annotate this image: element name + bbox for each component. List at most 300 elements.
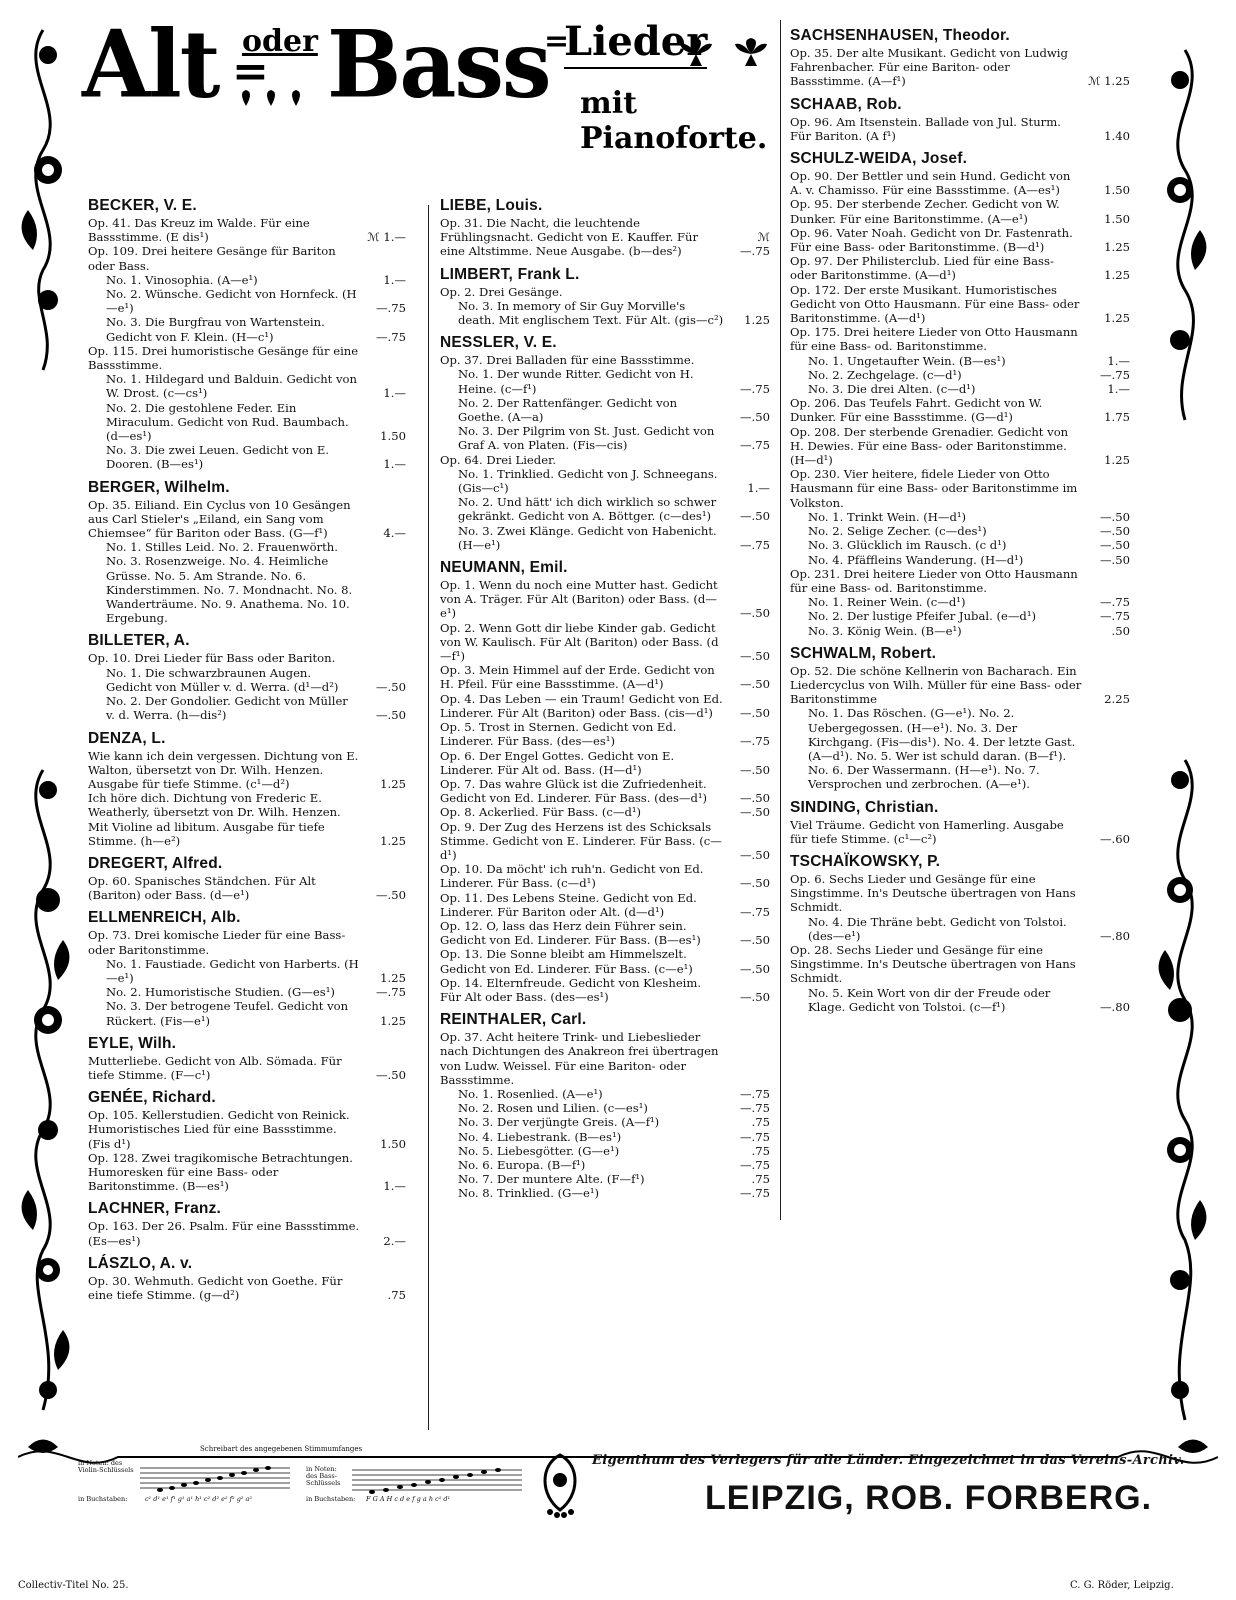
catalog-sub-entry — [790, 986, 1130, 1014]
composer-heading: LIEBE, Louis. — [440, 197, 543, 214]
entry-price: —.75 — [739, 381, 770, 396]
title-mit-pianoforte: mit Pianoforte. — [580, 86, 768, 156]
entry-text: Op. 6. Der Engel Gottes. Gedicht von E. Linderer. Für Alt od. Bass. (H—d¹) — [440, 748, 675, 777]
entry-text: No. 1. Hildegard und Balduin. Gedicht von W. Drost. (c—cs¹) — [106, 372, 357, 401]
entry-price: —.50 — [739, 762, 770, 777]
entry-text: No. 7. Der muntere Alte. (F—f¹) — [458, 1172, 645, 1187]
entry-price: —.50 — [739, 410, 770, 425]
entry-price: —.50 — [739, 791, 770, 806]
entry-text: Op. 206. Das Teufels Fahrt. Gedicht von W. Dunker. Für eine Bassstimme. (G—d¹) — [790, 396, 1043, 425]
title-hyphen-left: = — [232, 46, 269, 97]
composer-heading: LIMBERT, Frank L. — [440, 265, 580, 283]
entry-text: No. 2. Rosen und Lilien. (c—es¹) — [458, 1101, 648, 1116]
entry-price: —.80 — [1099, 999, 1130, 1014]
entry-price: —.75 — [739, 1129, 770, 1144]
catalog-entry — [790, 46, 1130, 89]
entry-price: —.50 — [375, 1067, 406, 1082]
entry-text: Op. 6. Sechs Lieder und Gesänge für eine Singstimme. In's Deutsche übertragen von Hans Schmidt. — [790, 871, 1076, 915]
entry-price: 1.25 — [1104, 453, 1130, 468]
entry-price: —.75 — [1099, 367, 1130, 382]
catalog-entry — [88, 1219, 406, 1247]
entry-text: Op. 208. Der sterbende Grenadier. Gedicht von H. Dewies. Für eine Bass- oder Baritonstimme. (H—d¹) — [790, 424, 1069, 468]
catalog-column-right — [790, 20, 1130, 1014]
entry-text: No. 2. Zechgelage. (c—d¹) — [808, 367, 962, 382]
catalog-entry — [790, 872, 1130, 915]
entry-text: No. 1. Trinkt Wein. (H—d¹) — [808, 509, 967, 524]
catalog-sub-entry — [440, 1130, 770, 1144]
entry-price: .75 — [751, 1172, 770, 1187]
catalog-sub-entry — [790, 915, 1130, 943]
entry-text: No. 3. Zwei Klänge. Gedicht von Habenicht. (H—e¹) — [458, 523, 717, 552]
entry-price: —.50 — [375, 708, 406, 723]
catalog-entry — [440, 976, 770, 1004]
catalog-entry — [88, 651, 406, 665]
staff-left-letters: c¹ d¹ e¹ f¹ g¹ a¹ h¹ c² d² e² f² g² a² — [145, 1495, 253, 1503]
catalog-entry — [440, 621, 770, 664]
entry-text: Op. 172. Der erste Musikant. Humoristisches Gedicht von Otto Hausmann. Für eine Bass- oder Baritonstimme. (A—d¹) — [790, 282, 1080, 326]
entry-text: No. 3. Die drei Alten. (c—d¹) — [808, 382, 976, 397]
catalog-sub-entry — [88, 957, 406, 985]
entry-text: Op. 9. Der Zug des Herzens ist des Schicksals Stimme. Gedicht von E. Linderer. Für Bass. (c—d¹) — [440, 819, 722, 862]
title-alt: Alt — [82, 9, 219, 119]
entry-price: 1.50 — [1104, 211, 1130, 226]
catalog-entry — [440, 862, 770, 890]
catalog-entry — [440, 692, 770, 720]
catalog-entry — [440, 891, 770, 919]
entry-text: Op. 163. Der 26. Psalm. Für eine Bassstimme. (Es—es¹) — [88, 1219, 360, 1248]
entry-text: Op. 28. Sechs Lieder und Gesänge für eine Singstimme. In's Deutsche übertragen von Hans Schmidt. — [790, 942, 1076, 986]
printer-credit: C. G. Röder, Leipzig. — [1070, 1580, 1174, 1591]
title-oder: oder — [242, 24, 318, 59]
entry-text: Op. 10. Da möcht' ich ruh'n. Gedicht von Ed. Linderer. Für Bass. (c—d¹) — [440, 862, 704, 891]
entry-text: No. 8. Trinklied. (G—e¹) — [458, 1186, 599, 1201]
catalog-entry — [790, 818, 1130, 846]
entry-price: —.50 — [739, 509, 770, 524]
entry-text: Op. 1. Wenn du noch eine Mutter hast. Gedicht von A. Träger. Für Alt (Bariton) oder Bass. (d—e¹) — [440, 578, 718, 621]
catalog-entry — [790, 115, 1130, 143]
entry-price: 1.25 — [380, 833, 406, 848]
entry-price: —.50 — [739, 876, 770, 891]
entry-price: —.50 — [739, 677, 770, 692]
entry-price: 1.25 — [744, 313, 770, 328]
catalog-entry — [440, 919, 770, 947]
entry-price: 1.25 — [1104, 268, 1130, 283]
entry-text: Ich höre dich. Dichtung von Frederic E. Weatherly, übersetzt von Dr. Wilh. Henzen. Mit Violine ad libitum. Ausgabe für tiefe Stimme. (h—e²) — [88, 791, 341, 848]
catalog-entry — [440, 749, 770, 777]
catalog-entry — [88, 1054, 406, 1082]
title-bass: Bass — [327, 9, 550, 119]
entry-price: 1.50 — [380, 1136, 406, 1151]
entry-text: Op. 230. Vier heitere, fidele Lieder von Otto Hausmann für eine Bass- oder Baritonstimme im Volkston. — [790, 467, 1078, 510]
entry-price: —.75 — [375, 985, 406, 1000]
catalog-entry — [790, 664, 1130, 707]
entry-text: No. 1. Trinklied. Gedicht von J. Schneegans. (Gis—c¹) — [458, 466, 718, 496]
entry-text: No. 1. Reiner Wein. (c—d¹) — [808, 595, 966, 610]
catalog-entry — [88, 244, 406, 272]
catalog-sub-entry — [440, 467, 770, 495]
entry-text: No. 5. Liebesgötter. (G—e¹) — [458, 1143, 620, 1158]
entry-text: No. 3. Glücklich im Rausch. (c d¹) — [808, 538, 1007, 553]
entry-text: No. 2. Selige Zecher. (c—des¹) — [808, 524, 987, 539]
catalog-entry — [88, 344, 406, 372]
entry-text: Op. 97. Der Philisterclub. Lied für eine Bass- oder Baritonstimme. (A—d¹) — [790, 254, 1054, 283]
catalog-sub-entry — [790, 595, 1130, 609]
staff-treble-notation — [140, 1458, 290, 1498]
catalog-sub-entry — [88, 315, 406, 343]
composer-heading: SCHULZ-WEIDA, Josef. — [790, 150, 968, 168]
catalog-entry — [440, 285, 770, 299]
catalog-entry — [790, 425, 1130, 468]
entry-text: Op. 109. Drei heitere Gesänge für Bariton oder Bass. — [88, 244, 336, 273]
entry-text: Op. 96. Vater Noah. Gedicht von Dr. Fastenrath. Für eine Bass- oder Baritonstimme. (B—d¹) — [790, 225, 1073, 255]
entry-price: 1.— — [1107, 382, 1130, 397]
entry-price: 2.— — [383, 1233, 406, 1248]
entry-price: 1.25 — [1104, 240, 1130, 255]
entry-price: 1.— — [1107, 353, 1130, 368]
entry-price: ℳ 1.25 — [1088, 74, 1130, 89]
catalog-sub-entry — [790, 706, 1130, 791]
catalog-column-left — [88, 190, 406, 1302]
composer-heading: EYLE, Wilh. — [88, 1034, 177, 1052]
entry-text: Op. 31. Die Nacht, die leuchtende Frühlingsnacht. Gedicht von E. Kauffer. Für eine Altstimme. Neue Ausgabe. (b—des²) — [440, 216, 699, 259]
entry-text: Op. 105. Kellerstudien. Gedicht von Reinick. Humoristisches Lied für eine Bassstimme. (Fis d¹) — [88, 1108, 350, 1151]
entry-price: 1.— — [383, 386, 406, 401]
entry-price: .50 — [1111, 623, 1130, 638]
lyre-emblem-icon — [535, 1450, 585, 1520]
entry-price: 1.50 — [380, 429, 406, 444]
catalog-sub-entry — [88, 401, 406, 444]
composer-heading: SACHSENHAUSEN, Theodor. — [790, 27, 1010, 44]
entry-text: Op. 60. Spanisches Ständchen. Für Alt (Bariton) oder Bass. (d—e¹) — [88, 873, 316, 903]
catalog-entry — [88, 1151, 406, 1194]
left-floral-border — [8, 10, 78, 1440]
entry-text: No. 3. In memory of Sir Guy Morville's death. Mit englischem Text. Für Alt. (gis—c²) — [458, 298, 724, 328]
entry-text: No. 3. Der betrogene Teufel. Gedicht von Rückert. (Fis—e¹) — [106, 999, 349, 1028]
catalog-entry — [88, 749, 406, 792]
entry-price: —.75 — [375, 301, 406, 316]
right-floral-border — [1150, 20, 1220, 1440]
entry-text: No. 1. Stilles Leid. No. 2. Frauenwörth. No. 3. Rosenzweige. No. 4. Heimliche Grüsse. No. 5. Am Strande. No. 6. Kinderstimmen. No. 7. Mondnacht. No. 8. Wanderträume. No. 9. Anathema. No. 10. Ergebung. — [106, 540, 353, 626]
composer-heading: TSCHAÏKOWSKY, P. — [790, 852, 941, 870]
catalog-entry — [440, 353, 770, 367]
entry-price: 1.— — [747, 481, 770, 496]
entry-price: —.60 — [1099, 831, 1130, 846]
catalog-sub-entry — [88, 694, 406, 722]
entry-text: Op. 64. Drei Lieder. — [440, 452, 557, 467]
catalog-entry — [440, 453, 770, 467]
entry-price: 1.25 — [380, 776, 406, 791]
entry-text: Op. 2. Wenn Gott dir liebe Kinder gab. Gedicht von W. Kaulisch. Für Alt (Bariton) oder Bass. (d—f¹) — [440, 620, 719, 664]
catalog-sub-entry — [790, 538, 1130, 552]
entry-text: Op. 52. Die schöne Kellnerin von Bacharach. Ein Liedercyclus von Wilh. Müller für eine Bass- oder Baritonstimme — [790, 663, 1082, 707]
catalog-sub-entry — [440, 367, 770, 395]
catalog-entry — [440, 578, 770, 621]
entry-price: .75 — [387, 1287, 406, 1302]
composer-heading: NESSLER, V. E. — [440, 334, 557, 352]
entry-text: No. 4. Die Thräne bebt. Gedicht von Tolstoi. (des—e¹) — [808, 914, 1067, 943]
catalog-sub-entry — [440, 1115, 770, 1129]
entry-price: 2.25 — [1104, 692, 1130, 707]
catalog-sub-entry — [790, 354, 1130, 368]
catalog-sub-entry — [88, 443, 406, 471]
entry-price: —.50 — [739, 961, 770, 976]
catalog-entry — [790, 283, 1130, 326]
title-lieder: Lieder — [564, 18, 707, 69]
entry-text: No. 4. Liebestrank. (B—es¹) — [458, 1129, 622, 1144]
staff-right-letters-label: in Buchstaben: — [306, 1495, 356, 1503]
catalog-entry — [790, 567, 1130, 595]
composer-heading: DENZA, L. — [88, 729, 166, 747]
catalog-sub-entry — [440, 1144, 770, 1158]
staff-bass-notation — [352, 1460, 522, 1500]
entry-price: —.75 — [739, 1101, 770, 1116]
composer-heading: NEUMANN, Emil. — [440, 559, 568, 577]
entry-text: Op. 115. Drei humoristische Gesänge für eine Bassstimme. — [88, 343, 359, 373]
catalog-entry — [790, 396, 1130, 424]
entry-text: No. 4. Pfäffleins Wanderung. (H—d¹) — [808, 552, 1024, 567]
entry-price: .75 — [751, 1115, 770, 1130]
catalog-entry — [440, 720, 770, 748]
catalog-sub-entry — [88, 540, 406, 625]
catalog-column-middle — [440, 190, 770, 1201]
entry-text: Op. 2. Drei Gesänge. — [440, 284, 563, 299]
entry-price: ℳ 1.— — [367, 230, 406, 245]
entry-text: Viel Träume. Gedicht von Hamerling. Ausgabe für tiefe Stimme. (c¹—c²) — [790, 817, 1064, 846]
catalog-sub-entry — [88, 273, 406, 287]
entry-text: No. 1. Ungetaufter Wein. (B—es¹) — [808, 353, 1006, 368]
entry-price: 1.— — [383, 272, 406, 287]
entry-price: —.75 — [739, 1086, 770, 1101]
entry-text: No. 1. Faustiade. Gedicht von Harberts. (H—e¹) — [106, 956, 359, 985]
entry-price: —.50 — [739, 847, 770, 862]
entry-price: —.50 — [739, 989, 770, 1004]
entry-price: —.75 — [375, 329, 406, 344]
composer-heading: SCHAAB, Rob. — [790, 95, 902, 113]
composer-heading: SINDING, Christian. — [790, 798, 939, 816]
entry-price: 1.— — [383, 457, 406, 472]
entry-text: No. 1. Rosenlied. (A—e¹) — [458, 1086, 603, 1101]
rights-notice: Eigenthum des Verlegers für alle Länder. Eingezeichnet in das Vereins-Archiv. — [592, 1453, 1185, 1468]
entry-text: No. 1. Vinosophia. (A—e¹) — [106, 272, 258, 287]
entry-price: —.75 — [1099, 609, 1130, 624]
staff-right-label: in Noten: des Bass-Schlüssels — [306, 1465, 341, 1487]
entry-price: —.50 — [739, 606, 770, 621]
entry-price: —.50 — [1099, 552, 1130, 567]
staff-left-label: in Noten: des Violin-Schlüssels — [78, 1459, 134, 1474]
catalog-entry — [790, 226, 1130, 254]
entry-price: —.75 — [739, 438, 770, 453]
entry-text: Op. 73. Drei komische Lieder für eine Bass- oder Baritonstimme. — [88, 928, 346, 957]
catalog-sub-entry — [790, 524, 1130, 538]
entry-price: 1.25 — [1104, 311, 1130, 326]
column-divider — [780, 20, 781, 1220]
catalog-sub-entry — [790, 368, 1130, 382]
entry-price: 1.75 — [1104, 410, 1130, 425]
catalog-sub-entry — [790, 553, 1130, 567]
entry-text: Op. 175. Drei heitere Lieder von Otto Hausmann für eine Bass- od. Baritonstimme. — [790, 325, 1078, 354]
catalog-entry — [88, 874, 406, 902]
composer-heading: GENÉE, Richard. — [88, 1089, 216, 1107]
collection-number: Collectiv-Titel No. 25. — [18, 1580, 129, 1591]
entry-text: Op. 35. Eiliand. Ein Cyclus von 10 Gesängen aus Carl Stieler's „Eiland, ein Sang vom Chiemsee“ für Bariton oder Bass. (G—f¹) — [88, 497, 351, 541]
composer-heading: DREGERT, Alfred. — [88, 854, 223, 872]
entry-text: Op. 7. Das wahre Glück ist die Zufriedenheit. Gedicht von Ed. Linderer. Für Bass. (des—d¹) — [440, 776, 708, 806]
entry-price: —.75 — [739, 1157, 770, 1172]
catalog-entry — [440, 777, 770, 805]
catalog-entry — [88, 928, 406, 956]
entry-price: 1.25 — [380, 970, 406, 985]
composer-heading: SCHWALM, Robert. — [790, 644, 937, 662]
entry-text: Op. 30. Wehmuth. Gedicht von Goethe. Für eine tiefe Stimme. (g—d²) — [88, 1273, 343, 1302]
entry-text: Op. 128. Zwei tragikomische Betrachtungen. Humoresken für eine Bass- oder Baritonstimme. (B—es¹) — [88, 1150, 353, 1194]
catalog-sub-entry — [440, 495, 770, 523]
entry-price: —.50 — [739, 705, 770, 720]
entry-text: Op. 3. Mein Himmel auf der Erde. Gedicht von H. Pfeil. Für eine Bassstimme. (A—d¹) — [440, 663, 715, 692]
entry-text: Op. 5. Trost in Sternen. Gedicht von Ed. Linderer. Für Bass. (des—es¹) — [440, 720, 677, 749]
entry-price: 1.25 — [380, 1013, 406, 1028]
catalog-entry — [88, 1108, 406, 1151]
catalog-entry — [440, 1030, 770, 1087]
composer-heading: BILLETER, A. — [88, 632, 190, 650]
entry-text: No. 3. Die zwei Leuen. Gedicht von E. Dooren. (B—es¹) — [106, 443, 329, 472]
catalog-entry — [790, 197, 1130, 225]
entry-text: Op. 12. O, lass das Herz dein Führer sein. Gedicht von Ed. Linderer. Für Bass. (B—es¹) — [440, 918, 701, 948]
entry-text: No. 2. Der Rattenfänger. Gedicht von Goethe. (A—a) — [458, 395, 678, 425]
entry-text: Op. 37. Acht heitere Trink- und Liebeslieder nach Dichtungen des Anakreon frei übertragen von Ludw. Weissel. Für eine Bariton- oder Bassstimme. — [440, 1030, 719, 1087]
column-divider — [428, 205, 429, 1430]
catalog-sub-entry — [440, 524, 770, 552]
catalog-sub-entry — [440, 299, 770, 327]
entry-price: 1.50 — [1104, 183, 1130, 198]
entry-text: Op. 231. Drei heitere Lieder von Otto Hausmann für eine Bass- od. Baritonstimme. — [790, 566, 1078, 595]
entry-text: Op. 8. Ackerlied. Für Bass. (c—d¹) — [440, 805, 642, 820]
catalog-entry — [790, 943, 1130, 986]
entry-price: —.75 — [739, 734, 770, 749]
staff-caption: Schreibart des angegebenen Stimmumfanges — [200, 1445, 363, 1453]
catalog-entry — [790, 325, 1130, 353]
entry-price: —.75 — [1099, 595, 1130, 610]
catalog-entry — [440, 947, 770, 975]
catalog-sub-entry — [88, 999, 406, 1027]
entry-text: No. 5. Kein Wort von dir der Freude oder Klage. Gedicht von Tolstoi. (c—f¹) — [808, 985, 1051, 1014]
entry-text: Op. 10. Drei Lieder für Bass oder Bariton. — [88, 651, 336, 666]
entry-text: No. 3. Der Pilgrim von St. Just. Gedicht von Graf A. von Platen. (Fis—cis) — [458, 424, 715, 453]
catalog-sub-entry — [440, 1087, 770, 1101]
entry-text: No. 2. Wünsche. Gedicht von Hornfeck. (H—e¹) — [106, 287, 357, 316]
catalog-entry — [790, 467, 1130, 510]
entry-price: 1.40 — [1104, 128, 1130, 143]
catalog-sub-entry — [88, 985, 406, 999]
composer-heading: BECKER, V. E. — [88, 197, 197, 214]
entry-price: —.50 — [739, 805, 770, 820]
entry-price: 1.— — [383, 1179, 406, 1194]
entry-text: Op. 11. Des Lebens Steine. Gedicht von Ed. Linderer. Für Bariton oder Alt. (d—d¹) — [440, 890, 697, 919]
title-hyphen-right: = — [544, 24, 570, 59]
catalog-entry — [440, 216, 770, 259]
catalog-entry — [88, 216, 406, 244]
catalog-sub-entry — [440, 424, 770, 452]
staff-left-letters-label: in Buchstaben: — [78, 1495, 128, 1503]
page-title — [82, 9, 802, 156]
entry-price: —.50 — [375, 679, 406, 694]
entry-price: —.50 — [1099, 509, 1130, 524]
entry-price: —.50 — [739, 649, 770, 664]
entry-text: No. 2. Der Gondolier. Gedicht von Müller v. d. Werra. (h—dis²) — [106, 694, 348, 723]
catalog-sub-entry — [440, 1186, 770, 1200]
catalog-sub-entry — [88, 372, 406, 400]
catalog-entry — [88, 1274, 406, 1302]
entry-text: Op. 14. Elternfreude. Gedicht von Klesheim. Für Alt oder Bass. (des—es¹) — [440, 975, 702, 1004]
catalog-entry — [790, 254, 1130, 282]
entry-price: —.75 — [739, 537, 770, 552]
catalog-sub-entry — [790, 624, 1130, 638]
entry-price: —.75 — [739, 1186, 770, 1201]
entry-price: —.50 — [1099, 524, 1130, 539]
catalog-entry — [88, 791, 406, 848]
entry-text: Op. 41. Das Kreuz im Walde. Für eine Bassstimme. (E dis¹) — [88, 216, 310, 245]
entry-price: —.50 — [739, 933, 770, 948]
entry-text: No. 2. Die gestohlene Feder. Ein Miraculum. Gedicht von Rud. Baumbach. (d—es¹) — [106, 400, 349, 444]
entry-text: Op. 13. Die Sonne bleibt am Himmelszelt. Gedicht von Ed. Linderer. Für Bass. (c—e¹) — [440, 947, 693, 976]
composer-heading: LÁSZLO, A. v. — [88, 1254, 193, 1272]
catalog-sub-entry — [790, 382, 1130, 396]
catalog-entry — [440, 663, 770, 691]
entry-text: No. 2. Und hätt' ich dich wirklich so schwer gekränkt. Gedicht von A. Böttger. (c—des¹) — [458, 495, 717, 524]
staff-right-letters: F G A H c d e f g a h c¹ d¹ — [366, 1495, 451, 1503]
entry-text: Op. 90. Der Bettler und sein Hund. Gedicht von A. v. Chamisso. Für eine Bassstimme. (A—es¹) — [790, 169, 1071, 198]
entry-price: .75 — [751, 1143, 770, 1158]
entry-text: No. 3. Die Burgfrau von Wartenstein. Gedicht von F. Klein. (H—c¹) — [106, 315, 325, 344]
entry-text: No. 1. Das Röschen. (G—e¹). No. 2. Uebergegossen. (H—e¹). No. 3. Der Kirchgang. (Fis—dis¹). No. 4. Der letzte Gast. (A—d¹). No. 5. Wer ist schuld daran. (B—f¹). No. 6. Der Wassermann. (H—e¹). No. 7. Versprochen und zerbrochen. (A—e¹). — [808, 706, 1076, 792]
entry-text: No. 2. Humoristische Studien. (G—es¹) — [106, 985, 335, 1000]
entry-text: No. 6. Europa. (B—f¹) — [458, 1157, 586, 1172]
composer-heading: REINTHALER, Carl. — [440, 1011, 587, 1029]
entry-text: Op. 95. Der sterbende Zecher. Gedicht von W. Dunker. Für eine Baritonstimme. (A—e¹) — [790, 197, 1060, 226]
composer-heading: LACHNER, Franz. — [88, 1200, 222, 1218]
catalog-sub-entry — [88, 666, 406, 694]
entry-text: No. 1. Der wunde Ritter. Gedicht von H. Heine. (c—f¹) — [458, 367, 694, 396]
catalog-sub-entry — [790, 510, 1130, 524]
entry-text: Op. 4. Das Leben — ein Traum! Gedicht von Ed. Linderer. Für Alt (Bariton) oder Bass. (cis—d¹) — [440, 691, 723, 720]
entry-text: Op. 37. Drei Balladen für eine Bassstimme. — [440, 353, 695, 368]
entry-price: —.75 — [739, 904, 770, 919]
composer-heading: ELLMENREICH, Alb. — [88, 909, 241, 927]
entry-price: 4.— — [383, 526, 406, 541]
catalog-sub-entry — [440, 1158, 770, 1172]
entry-price: —.50 — [1099, 538, 1130, 553]
catalog-entry — [440, 820, 770, 863]
entry-text: Mutterliebe. Gedicht von Alb. Sömada. Für tiefe Stimme. (F—c¹) — [88, 1053, 342, 1082]
entry-price: —.50 — [375, 888, 406, 903]
entry-text: Op. 96. Am Itsenstein. Ballade von Jul. Sturm. Für Bariton. (A f¹) — [790, 114, 1061, 143]
catalog-sub-entry — [790, 609, 1130, 623]
entry-text: No. 3. Der verjüngte Greis. (A—f¹) — [458, 1115, 660, 1130]
entry-text: No. 3. König Wein. (B—e¹) — [808, 623, 962, 638]
catalog-entry — [88, 498, 406, 541]
entry-price: —.80 — [1099, 928, 1130, 943]
composer-heading: BERGER, Wilhelm. — [88, 478, 230, 496]
catalog-entry — [790, 169, 1130, 197]
catalog-sub-entry — [440, 396, 770, 424]
catalog-sub-entry — [88, 287, 406, 315]
publisher-imprint: LEIPZIG, ROB. FORBERG. — [705, 1479, 1153, 1517]
catalog-sub-entry — [440, 1172, 770, 1186]
entry-text: No. 1. Die schwarzbraunen Augen. Gedicht von Müller v. d. Werra. (d¹—d²) — [106, 665, 339, 694]
catalog-sub-entry — [440, 1101, 770, 1115]
catalog-entry — [440, 805, 770, 819]
entry-text: No. 2. Der lustige Pfeifer Jubal. (e—d¹) — [808, 609, 1037, 624]
entry-text: Wie kann ich dein vergessen. Dichtung von E. Walton, übersetzt von Dr. Wilh. Henzen. Ausgabe für tiefe Stimme. (c¹—d²) — [88, 748, 359, 791]
